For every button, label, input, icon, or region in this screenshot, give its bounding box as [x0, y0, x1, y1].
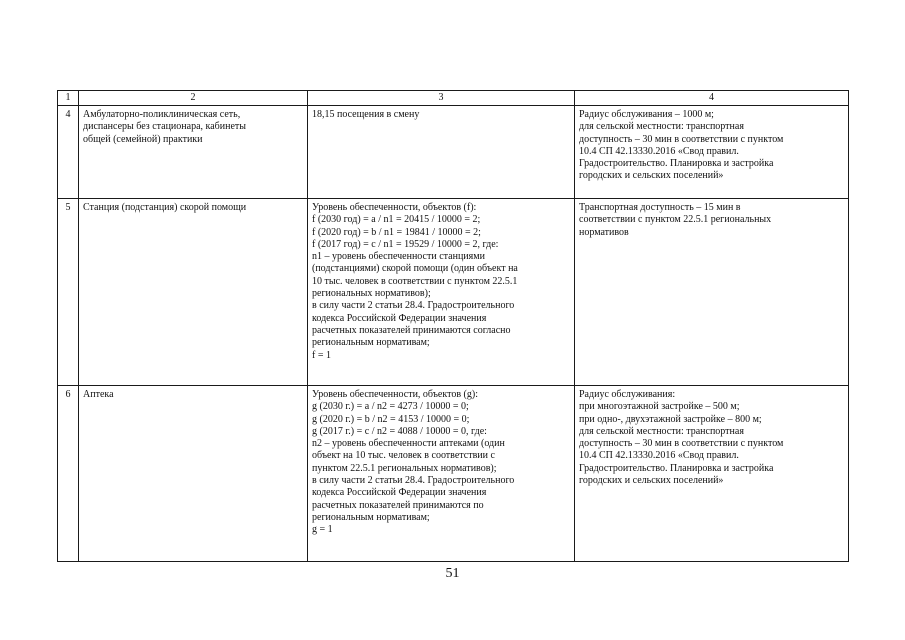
indicator-line: f (2017 год) = c / n1 = 19529 / 10000 = 2, где:	[312, 238, 499, 250]
indicator-line: 10 тыс. человек в соответствии с пунктом 22.5.1	[312, 275, 518, 287]
indicator-line: Уровень обеспеченности, объектов (g):	[312, 389, 478, 400]
row-number: 4	[58, 106, 79, 199]
name-line: Станция (подстанция) скорой помощи	[83, 202, 247, 213]
row-number: 5	[58, 199, 79, 386]
indicator-line: кодекса Российской Федерации значения	[312, 487, 487, 499]
access-line: Радиус обслуживания:	[579, 389, 676, 400]
facility-name	[79, 106, 308, 199]
access-line: городских и сельских поселений»	[579, 170, 724, 182]
table-header-row	[58, 91, 849, 106]
accessibility-text	[575, 199, 849, 386]
indicator-line: в силу части 2 статьи 28.4. Градостроительного	[312, 475, 515, 487]
access-line: Радиус обслуживания – 1000 м;	[579, 109, 714, 120]
indicator-line: g (2030 г.) = a / n2 = 4273 / 10000 = 0;	[312, 401, 469, 413]
access-line: соответствии с пунктом 22.5.1 региональных	[579, 214, 772, 226]
access-line: Градостроительство. Планировка и застройка	[579, 462, 774, 474]
norms-table	[57, 90, 849, 562]
name-line: диспансеры без стационара, кабинеты	[83, 121, 246, 133]
indicator-line: региональным нормативам;	[312, 337, 430, 349]
header-cell-1: 1	[58, 91, 79, 106]
access-line: доступность – 30 мин в соответствии с пунктом	[579, 438, 784, 450]
indicator-text	[308, 386, 575, 562]
header-cell-4: 4	[575, 91, 849, 106]
indicator-line: f (2030 год) = a / n1 = 20415 / 10000 = 2;	[312, 214, 481, 226]
access-line: Транспортная доступность – 15 мин в	[579, 202, 741, 213]
indicator-line: (подстанциями) скорой помощи (один объект на	[312, 263, 518, 275]
access-line: Градостроительство. Планировка и застройка	[579, 158, 774, 170]
access-line: для сельской местности: транспортная	[579, 121, 744, 133]
accessibility-text	[575, 106, 849, 199]
access-line: городских и сельских поселений»	[579, 475, 724, 487]
access-line: при одно-, двухэтажной застройке – 800 м;	[579, 413, 762, 425]
indicator-line: g = 1	[312, 524, 333, 536]
indicator-line: объект на 10 тыс. человек в соответствии с	[312, 450, 495, 462]
name-line: Амбулаторно-поликлиническая сеть,	[83, 109, 241, 120]
header-cell-3: 3	[308, 91, 575, 106]
row-number: 6	[58, 386, 79, 562]
access-line: при многоэтажной застройке – 500 м;	[579, 401, 740, 413]
access-line: нормативов	[579, 226, 629, 238]
access-line: 10.4 СП 42.13330.2016 «Свод правил.	[579, 145, 739, 157]
indicator-line: n1 – уровень обеспеченности станциями	[312, 251, 485, 263]
indicator-line: f = 1	[312, 349, 331, 361]
indicator-text	[308, 106, 575, 199]
name-line: Аптека	[83, 389, 114, 400]
page-number: 51	[445, 566, 460, 581]
indicator-line: пунктом 22.5.1 региональных нормативов);	[312, 462, 497, 474]
indicator-line: 18,15 посещения в смену	[312, 109, 420, 120]
indicator-line: расчетных показателей принимаются согласно	[312, 324, 511, 336]
table-row	[58, 386, 849, 562]
indicator-text	[308, 199, 575, 386]
facility-name	[79, 386, 308, 562]
access-line: доступность – 30 мин в соответствии с пунктом	[579, 133, 784, 145]
accessibility-text	[575, 386, 849, 562]
name-line: общей (семейной) практики	[83, 133, 203, 145]
access-line: для сельской местности: транспортная	[579, 425, 744, 437]
indicator-line: кодекса Российской Федерации значения	[312, 312, 487, 324]
indicator-line: f (2020 год) = b / n1 = 19841 / 10000 = 2;	[312, 226, 481, 238]
indicator-line: g (2017 г.) = c / n2 = 4088 / 10000 = 0, где:	[312, 425, 487, 437]
indicator-line: g (2020 г.) = b / n2 = 4153 / 10000 = 0;	[312, 413, 470, 425]
indicator-line: Уровень обеспеченности, объектов (f):	[312, 202, 477, 213]
table-row	[58, 106, 849, 199]
indicator-line: региональным нормативам;	[312, 511, 430, 523]
indicator-line: региональных нормативов);	[312, 288, 431, 300]
table-row	[58, 199, 849, 386]
indicator-line: n2 – уровень обеспеченности аптеками (один	[312, 438, 505, 450]
indicator-line: в силу части 2 статьи 28.4. Градостроительного	[312, 300, 515, 312]
indicator-line: расчетных показателей принимаются по	[312, 499, 484, 511]
access-line: 10.4 СП 42.13330.2016 «Свод правил.	[579, 450, 739, 462]
facility-name	[79, 199, 308, 386]
header-cell-2: 2	[79, 91, 308, 106]
